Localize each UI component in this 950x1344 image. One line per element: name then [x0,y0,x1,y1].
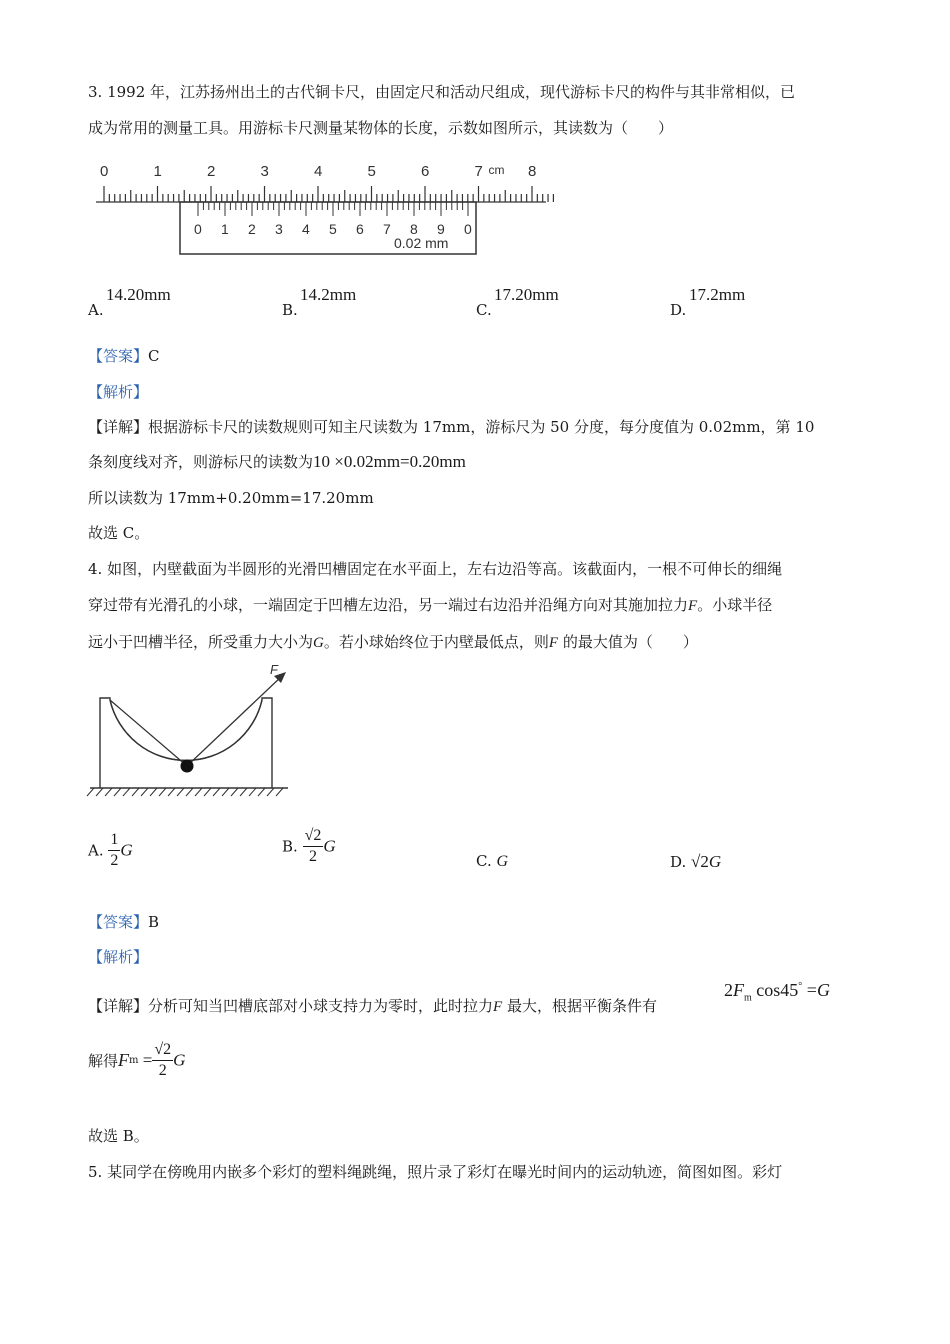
detail-text: 根据游标卡尺的读数规则可知主尺读数为 17mm，游标尺为 50 分度，每分度值为 0.02mm，第 10 [148,418,815,436]
answer-tag: 【答案】 [88,913,149,931]
fraction [108,830,120,871]
q4-answer [88,912,159,932]
text: 远小于凹槽半径，所受重力大小为 [88,633,314,651]
option-label: C. [476,852,492,870]
q3-answer [88,346,160,366]
coef: 2 [724,980,733,1000]
q4-stem-line1: 4. 如图，内壁截面为半圆形的光滑凹槽固定在水平面上，左右边沿等高。该截面内，一根不可伸长的细绳 [88,560,783,578]
detail-text: 条刻度线对齐，则游标尺的读数为 [88,453,314,471]
option-value: 14.2mm [300,285,357,304]
hatch-line [177,788,184,796]
q3-detail-line3: 所以读数为 17mm+0.20mm=17.20mm [88,489,374,507]
vernier-tick-label: 0 [194,221,202,237]
text: 。小球半径 [697,596,773,614]
force-label: F [270,662,278,677]
answer-tag: 【答案】 [88,347,149,365]
main-tick-label: 8 [528,163,537,180]
vernier-tick-label: 3 [275,221,283,237]
hatch-line [276,788,283,796]
hatch-line [267,788,274,796]
hatch-line [249,788,256,796]
detail-tag: 【详解】 [88,997,149,1015]
vernier-tick-label: 0 [464,221,472,237]
option-label: A. [88,301,104,319]
q4-option-b[interactable] [282,826,336,867]
q4-analysis-tag: 【解析】 [88,948,149,966]
main-tick-label: 4 [314,163,323,180]
vernier-caliper-figure [94,160,554,260]
q5-stem-line1: 5. 某同学在傍晚用内嵌多个彩灯的塑料绳跳绳，照片录了彩灯在曝光时间内的运动轨迹，简图如图。彩灯 [88,1163,783,1181]
option-label: A. [88,841,104,860]
vernier-tick-label: 7 [383,221,391,237]
precision-label: 0.02 mm [394,235,449,251]
hatch-line [150,788,157,796]
answer-value: B [148,913,160,931]
main-scale [96,186,553,202]
hatch-line [105,788,112,796]
hatch-line [258,788,265,796]
q3-analysis-tag: 【解析】 [88,383,149,401]
var-g: G [323,836,336,856]
vernier-tick-label: 9 [437,221,445,237]
groove-inner-wall [110,700,262,760]
hatch-line [141,788,148,796]
var-f: F [548,635,559,651]
numerator: √2 [152,1040,173,1061]
rope-left [110,700,187,766]
option-label: B. [282,837,298,856]
var-f: F [688,598,698,614]
hatch-line [96,788,103,796]
q4-solve-line [88,1040,185,1081]
hatch-line [123,788,130,796]
hatch-line [213,788,220,796]
groove-figure [86,662,296,802]
denominator: 2 [308,848,317,865]
q3-detail-line1 [88,417,814,437]
option-label: D. [670,853,687,871]
q4-option-c[interactable] [476,852,508,871]
hatch-line [168,788,175,796]
vernier-tick-label: 8 [410,221,418,237]
equals: = [802,980,817,1000]
q3-stem-line2: 成为常用的测量工具。用游标卡尺测量某物体的长度，示数如图所示，其读数为（ ） [88,119,674,137]
option-value: 14.20mm [106,285,171,304]
text: 穿过带有光滑孔的小球，一端固定于凹槽左边沿，另一端过右边沿并沿绳方向对其施加拉力 [88,596,689,614]
hatch-line [132,788,139,796]
q3-conclusion: 故选 C。 [88,524,150,542]
hatch-line [222,788,229,796]
q3-detail-line2 [88,452,466,472]
option-label: B. [282,301,298,319]
var-g: G [313,635,324,651]
q4-conclusion: 故选 B。 [88,1127,149,1145]
option-value: 17.20mm [494,285,559,304]
text: 的最大值为（ ） [558,633,698,651]
hatch-line [204,788,211,796]
var-g: G [708,852,722,871]
q3-stem-line1: 3. 1992 年，江苏扬州出土的古代铜卡尺，由固定尺和活动尺组成，现代游标卡尺的构件与其非常相似，已 [88,83,796,101]
main-tick-label: 2 [207,163,216,180]
option-label: D. [670,301,687,319]
degree: ° [798,981,803,992]
fraction [152,1040,173,1081]
detail-text: 最大，根据平衡条件有 [502,997,657,1015]
q4-stem-line3 [88,632,698,653]
var-g: G [173,1050,186,1070]
option-value: 17.2mm [689,285,746,304]
numerator: 1 [108,830,120,851]
fraction [303,826,324,867]
rope-right [187,676,282,766]
hatch-line [186,788,193,796]
vernier-tick-label: 5 [329,221,337,237]
denominator: 2 [110,852,119,869]
q4-detail-line1 [88,996,657,1017]
cos: cos45 [756,980,799,1000]
var-f: F [493,999,503,1015]
hatch-line [114,788,121,796]
subscript: m [744,992,752,1004]
vernier-tick-label: 6 [356,221,364,237]
detail-tag: 【详解】 [88,418,149,436]
vernier-tick-label: 2 [248,221,256,237]
groove-outline [100,698,272,788]
unit-label: cm [488,163,505,177]
detail-text: 分析可知当凹槽底部对小球支持力为零时，此时拉力 [148,997,494,1015]
hatch-line [87,788,94,796]
solve-label: 解得 [88,1052,119,1070]
numerator: √2 [303,826,324,847]
q4-equation-1 [724,980,830,1004]
main-tick-label: 5 [367,163,376,180]
option-label: C. [476,301,492,319]
denominator: 2 [158,1062,167,1079]
main-tick-label: 0 [100,163,109,180]
equals: = [138,1050,153,1070]
vernier-tick-label: 1 [221,221,229,237]
q4-option-d[interactable] [670,852,721,872]
root: √2 [691,852,709,871]
detail-math: 10 ×0.02mm=0.20mm [313,452,466,471]
hatch-line [240,788,247,796]
answer-value: C [148,347,160,365]
var-g: G [496,853,509,870]
hatch-line [195,788,202,796]
hatch-line [231,788,238,796]
var-g: G [120,840,133,860]
ball [181,760,194,773]
main-tick-label: 6 [421,163,430,180]
var-g: G [816,980,830,1000]
text: 。若小球始终位于内壁最低点，则 [323,633,549,651]
hatch-line [159,788,166,796]
main-tick-label: 3 [260,163,269,180]
q4-stem-line2 [88,595,772,616]
main-tick-label: 7 [474,163,483,180]
vernier-tick-label: 4 [302,221,310,237]
var-f: F [733,980,744,1000]
q4-option-a[interactable] [88,830,133,871]
subscript: m [129,1055,139,1066]
main-tick-label: 1 [153,163,162,180]
var-f: F [118,1050,130,1070]
